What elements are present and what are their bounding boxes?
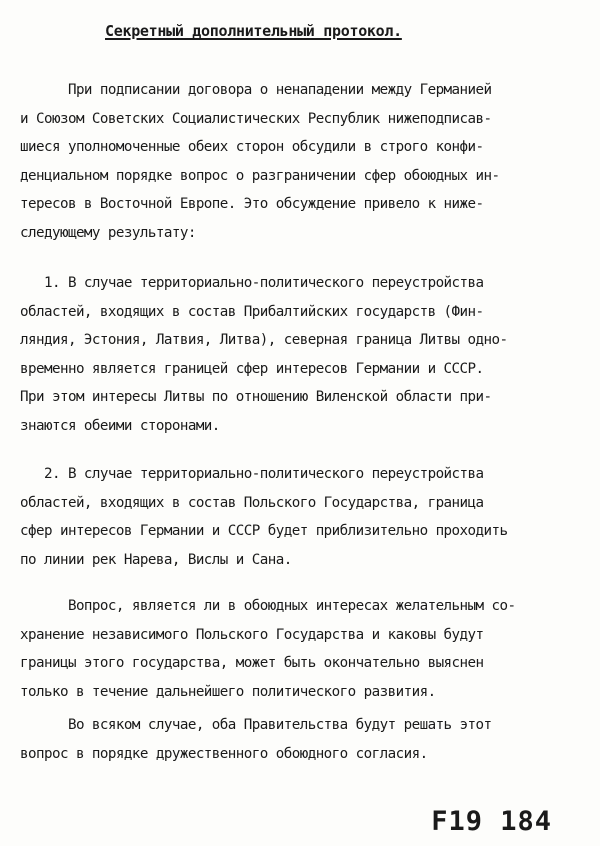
text-line: денциальном порядке вопрос о разграничении сфер обоюдных ин- (20, 167, 500, 184)
text-line: и Союзом Советских Социалистических Республик нижеподписав- (20, 110, 492, 127)
text-line: шиеся уполномоченные обеих сторон обсудили в строго конфи- (20, 139, 484, 155)
text-line: знаются обеими сторонами. (20, 417, 220, 434)
paragraph-question-1 (20, 592, 595, 706)
document-title: Секретный дополнительный протокол. (105, 22, 402, 40)
text-line: 2. В случае территориально-политического переустройства (20, 466, 484, 482)
text-line: временно является границей сфер интересов Германии и СССР. (20, 360, 484, 377)
text-line: по линии рек Нарева, Вислы и Сана. (20, 551, 292, 568)
paragraph-intro (20, 76, 595, 247)
text-line: вопрос в порядке дружественного обоюдного согласия. (20, 745, 428, 762)
text-line: ляндия, Эстония, Латвия, Литва), северная граница Литвы одно- (20, 332, 508, 348)
text-line: хранение независимого Польского Государства и каковы будут (20, 626, 484, 643)
paragraph-question-2 (20, 711, 595, 768)
text-line: только в течение дальнейшего политического развития. (20, 683, 436, 700)
paragraph-item-1 (20, 269, 595, 440)
text-line: границы этого государства, может быть окончательно выяснен (20, 655, 484, 671)
text-line: областей, входящих в состав Прибалтийских государств (Фин- (20, 303, 484, 320)
text-line: тересов в Восточной Европе. Это обсуждение привело к ниже- (20, 196, 484, 212)
text-line: При подписании договора о ненападении между Германией (20, 82, 492, 98)
text-line: Во всяком случае, оба Правительства будут решать этот (20, 717, 492, 733)
text-line: следующему результату: (20, 224, 196, 241)
text-line: При этом интересы Литвы по отношению Виленской области при- (20, 389, 492, 405)
text-line: областей, входящих в состав Польского Государства, граница (20, 494, 484, 511)
text-line: 1. В случае территориально-политического переустройства (20, 275, 484, 291)
text-line: Вопрос, является ли в обоюдных интересах желательным со- (20, 598, 516, 614)
archive-stamp: F19 184 (431, 806, 552, 837)
text-line: сфер интересов Германии и СССР будет приблизительно проходить (20, 523, 508, 539)
paragraph-item-2 (20, 460, 595, 574)
